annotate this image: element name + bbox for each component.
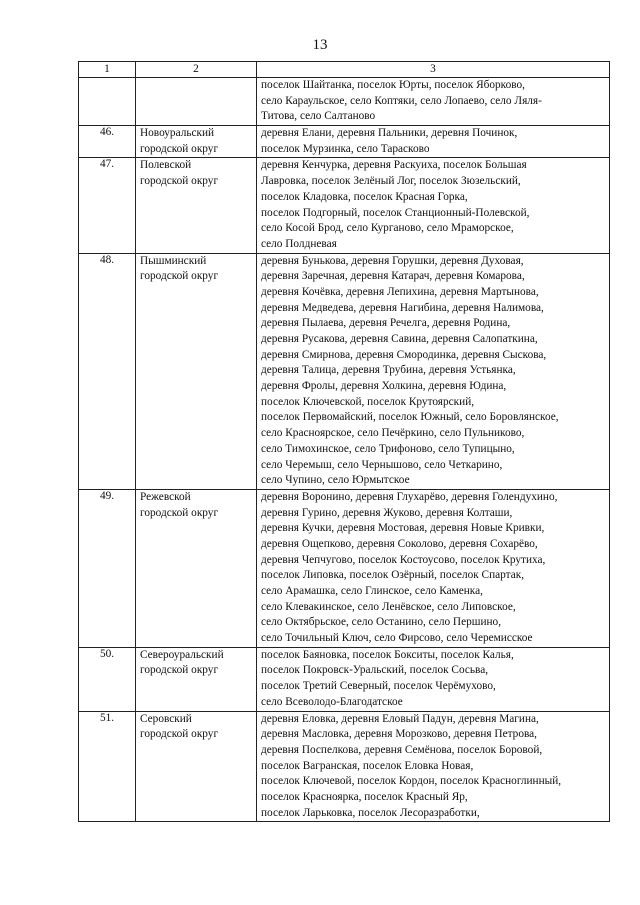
table-row	[79, 126, 610, 158]
table-body	[79, 78, 610, 822]
settlement-line: поселок Третий Северный, поселок Черёмухово,	[261, 680, 496, 693]
district-name	[136, 126, 257, 158]
column-header-number: 1	[79, 62, 136, 78]
settlement-line: поселок Вагранская, поселок Еловка Новая,	[261, 759, 474, 772]
table-row	[79, 253, 610, 489]
settlement-line: поселок Липовка, поселок Озёрный, поселок Спартак,	[261, 569, 525, 582]
row-number: 50.	[79, 647, 136, 711]
settlement-line: Титова, село Салтаново	[261, 110, 376, 123]
settlements-list	[257, 711, 610, 822]
row-number	[79, 78, 136, 126]
header-row	[79, 62, 610, 78]
settlement-line: село Караульское, село Коптяки, село Лопаево, село Ляля-	[261, 94, 542, 107]
district-name	[136, 158, 257, 253]
settlement-line: деревня Поспелкова, деревня Семёнова, поселок Боровой,	[261, 743, 543, 756]
district-name-line: городской округ	[140, 664, 219, 677]
settlement-line: поселок Красноярка, поселок Красный Яр,	[261, 790, 468, 803]
district-name-line: Пышминский	[140, 254, 207, 267]
table-header	[79, 62, 610, 78]
district-name-line: Североуральский	[140, 648, 224, 661]
settlement-line: деревня Еловка, деревня Еловый Падун, деревня Магина,	[261, 712, 539, 725]
settlements-list	[257, 126, 610, 158]
settlement-line: село Черемыш, село Чернышово, село Четкарино,	[261, 458, 503, 471]
settlement-line: деревня Воронино, деревня Глухарёво, деревня Голендухино,	[261, 490, 558, 503]
settlement-line: Лавровка, поселок Зелёный Лог, поселок Зюзельский,	[261, 175, 521, 188]
row-number: 51.	[79, 711, 136, 822]
settlement-line: деревня Фролы, деревня Холкина, деревня Юдина,	[261, 380, 507, 393]
settlement-line: деревня Смирнова, деревня Смородинка, деревня Сыскова,	[261, 348, 547, 361]
column-header-settlements: 3	[257, 62, 610, 78]
settlement-line: деревня Медведева, деревня Нагибина, деревня Налимова,	[261, 301, 544, 314]
row-number: 49.	[79, 489, 136, 647]
row-number: 47.	[79, 158, 136, 253]
settlements-list	[257, 647, 610, 711]
settlement-line: село Красноярское, село Печёркино, село Пульниково,	[261, 427, 525, 440]
settlement-line: деревня Ощепково, деревня Соколово, деревня Сохарёво,	[261, 537, 538, 550]
column-header-district: 2	[136, 62, 257, 78]
settlement-line: село Чупино, село Юрмытское	[261, 474, 410, 487]
settlement-line: деревня Пылаева, деревня Речелга, деревня Родина,	[261, 317, 511, 330]
district-name	[136, 78, 257, 126]
district-name	[136, 253, 257, 489]
settlement-line: деревня Кочёвка, деревня Лепихина, деревня Мартынова,	[261, 285, 539, 298]
district-name-line: городской округ	[140, 175, 219, 188]
settlement-line: село Полдневая	[261, 237, 337, 250]
settlement-line: поселок Кладовка, поселок Красная Горка,	[261, 190, 468, 203]
settlement-line: село Клевакинское, село Ленёвское, село Липовское,	[261, 600, 516, 613]
settlement-line: деревня Чепчугово, поселок Костоусово, поселок Крутиха,	[261, 553, 546, 566]
settlements-list	[257, 253, 610, 489]
settlement-line: поселок Мурзинка, село Тарасково	[261, 142, 430, 155]
district-name	[136, 647, 257, 711]
settlement-line: деревня Бунькова, деревня Горушки, деревня Духовая,	[261, 254, 524, 267]
district-name	[136, 711, 257, 822]
settlement-line: село Октябрьское, село Останино, село Першино,	[261, 616, 502, 629]
district-name-line: Режевской	[140, 490, 191, 503]
settlements-list	[257, 489, 610, 647]
district-name-line: Серовский	[140, 712, 192, 725]
settlement-line: село Арамашка, село Глинское, село Каменка,	[261, 585, 483, 597]
settlements-list	[257, 78, 610, 126]
settlement-line: деревня Русакова, деревня Савина, деревня Салопаткина,	[261, 333, 538, 345]
table-row	[79, 489, 610, 647]
settlement-line: деревня Заречная, деревня Катарач, деревня Комарова,	[261, 270, 525, 283]
settlement-line: поселок Покровск-Уральский, поселок Сосьва,	[261, 664, 489, 677]
district-name-line: Полевской	[140, 159, 192, 172]
district-name-line: городской округ	[140, 142, 219, 155]
settlement-line: деревня Талица, деревня Трубина, деревня Устьянка,	[261, 364, 516, 377]
settlements-table	[78, 61, 610, 822]
row-number: 48.	[79, 253, 136, 489]
table-row	[79, 78, 610, 126]
table-row	[79, 711, 610, 822]
page-number: 13	[312, 37, 328, 53]
settlement-line: поселок Первомайский, поселок Южный, село Боровлянское,	[261, 411, 559, 424]
settlement-line: поселок Ключевской, поселок Крутоярский,	[261, 395, 475, 408]
table-row	[79, 158, 610, 253]
district-name-line: Новоуральский	[140, 127, 215, 140]
settlement-line: село Точильный Ключ, село Фирсово, село Черемисское	[261, 632, 533, 645]
district-name-line: городской округ	[140, 728, 219, 741]
settlement-line: поселок Подгорный, поселок Станционный-Полевской,	[261, 206, 530, 219]
district-name-line: городской округ	[140, 506, 219, 519]
settlement-line: деревня Масловка, деревня Морозково, деревня Петрова,	[261, 728, 538, 741]
settlements-list	[257, 158, 610, 253]
settlement-line: деревня Елани, деревня Пальники, деревня Починок,	[261, 127, 518, 140]
settlement-line: деревня Кенчурка, деревня Раскуиха, поселок Большая	[261, 159, 527, 172]
settlement-line: деревня Кучки, деревня Мостовая, деревня Новые Кривки,	[261, 522, 545, 535]
row-number: 46.	[79, 126, 136, 158]
settlement-line: село Всеволодо-Благодатское	[261, 695, 403, 708]
settlement-line: деревня Гурино, деревня Жуково, деревня Колташи,	[261, 506, 513, 519]
settlement-line: поселок Ларьковка, поселок Лесоразработки,	[261, 806, 480, 819]
settlement-line: поселок Баяновка, поселок Бокситы, поселок Калья,	[261, 648, 514, 661]
district-name	[136, 489, 257, 647]
district-name-line: городской округ	[140, 270, 219, 283]
settlement-line: село Тимохинское, село Трифоново, село Тупицыно,	[261, 442, 515, 455]
settlement-line: село Косой Брод, село Курганово, село Мраморское,	[261, 222, 514, 235]
settlement-line: поселок Шайтанка, поселок Юрты, поселок Яборково,	[261, 79, 525, 91]
settlement-line: поселок Ключевой, поселок Кордон, поселок Красноглинный,	[261, 775, 562, 788]
table-row	[79, 647, 610, 711]
